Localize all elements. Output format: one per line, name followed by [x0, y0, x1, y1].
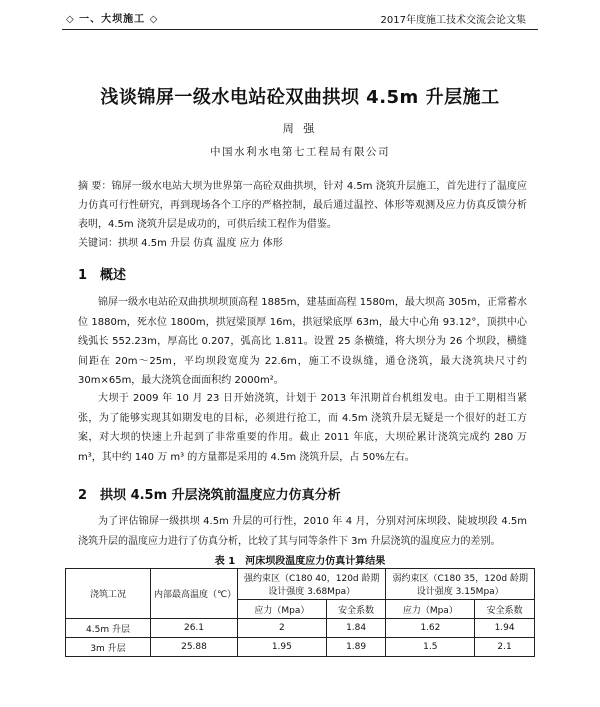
keywords: 关键词：拱坝 4.5m 升层 仿真 温度 应力 体形 [78, 238, 283, 249]
cell-b-stress: 1.62 [386, 619, 475, 638]
collection-title: 2017年度施工技术交流会论文集 [380, 15, 526, 26]
cell-temp: 26.1 [151, 619, 238, 638]
sub-stress: 应力（Mpa） [386, 600, 475, 619]
paragraph: 大坝于 2009 年 10 月 23 日开始浇筑，计划于 2013 年汛期首台机组发电。由于工期相当紧张，为了能够实现其如期发电的目标，必须进行抢工，而 4.5m 浇筑升层无疑是一个很好的赶工方案，对大坝的快速上升起到了非常重要的作用。截止 2011 年底，大坝砼累计浇筑完成约 280 万 m³，其中约 140 万 m³ 的方量都是采用的 4.5m 浇筑升层，占 50%左右。 [78, 393, 527, 463]
cell-b-safety: 2.1 [475, 638, 535, 657]
cell-b-safety: 1.94 [475, 619, 535, 638]
cell-a-stress: 1.95 [238, 638, 327, 657]
abstract: 摘 要：锦屏一级水电站大坝为世界第一高砼双曲拱坝，针对 4.5m 浇筑升层施工，首先进行了温度应力仿真可行性研究，再到现场各个工序的严格控制，最后通过温控、体形等观测及应力仿真反馈分析表明，4.5m 浇筑升层是成功的，可供后续工程作为借鉴。 [78, 181, 527, 230]
sub-safety: 安全系数 [326, 600, 386, 619]
paper-title: 浅谈锦屏一级水电站砼双曲拱坝 4.5m 升层施工 [100, 87, 500, 108]
section-heading-2: 2 拱坝 4.5m 升层浇筑前温度应力仿真分析 [78, 488, 341, 503]
col-case: 浇筑工况 [66, 569, 151, 619]
affiliation: 中国水利水电第七工程局有限公司 [210, 146, 390, 158]
cell-a-safety: 1.89 [326, 638, 386, 657]
cell-a-safety: 1.84 [326, 619, 386, 638]
header-rule [62, 29, 538, 30]
section-label: ◇ 一、大坝施工 ◇ [66, 14, 159, 25]
paragraph: 为了评估锦屏一级拱坝 4.5m 升层的可行性，2010 年 4 月，分别对河床坝段、陡坡坝段 4.5m 浇筑升层的温度应力进行了仿真分析，比较了其与同等条件下 3m 升层浇筑的温度应力的差别。 [78, 516, 527, 547]
author: 周 强 [282, 122, 318, 135]
cell-case: 3m 升层 [66, 638, 151, 657]
running-header [0, 0, 600, 34]
group-strong: 强约束区（C180 40，120d 龄期设计强度 3.68Mpa） [238, 569, 386, 600]
paragraph: 锦屏一级水电站砼双曲拱坝坝顶高程 1885m，建基面高程 1580m，最大坝高 305m，正常蓄水位 1880m，死水位 1800m，拱冠梁顶厚 16m，拱冠梁底厚 63m，最大中心角 93.12°，顶拱中心线弧长 552.23m，厚高比 0.207，弧高比 1.811。设置 25 条横缝，将大坝分为 26 个坝段，横缝间距在 20m～25m，平均坝段宽度为 22.6m，施工不设纵缝，通仓浇筑，最大浇筑块尺寸约 30m×65m，最大浇筑仓面面积约 2000m²。 [78, 297, 527, 386]
cell-b-stress: 1.5 [386, 638, 475, 657]
cell-case: 4.5m 升层 [66, 619, 151, 638]
cell-temp: 25.88 [151, 638, 238, 657]
group-weak: 弱约束区（C180 35，120d 龄期设计强度 3.15Mpa） [386, 569, 535, 600]
col-temp: 内部最高温度（℃） [151, 569, 238, 619]
sub-safety: 安全系数 [475, 600, 535, 619]
table-row [66, 619, 535, 638]
table-row [66, 638, 535, 657]
sub-stress: 应力（Mpa） [238, 600, 327, 619]
section-heading-1: 1 概述 [78, 268, 127, 283]
table-header-row [66, 569, 535, 600]
results-table [65, 568, 535, 657]
table-caption: 表 1 河床坝段温度应力仿真计算结果 [214, 556, 386, 567]
cell-a-stress: 2 [238, 619, 327, 638]
